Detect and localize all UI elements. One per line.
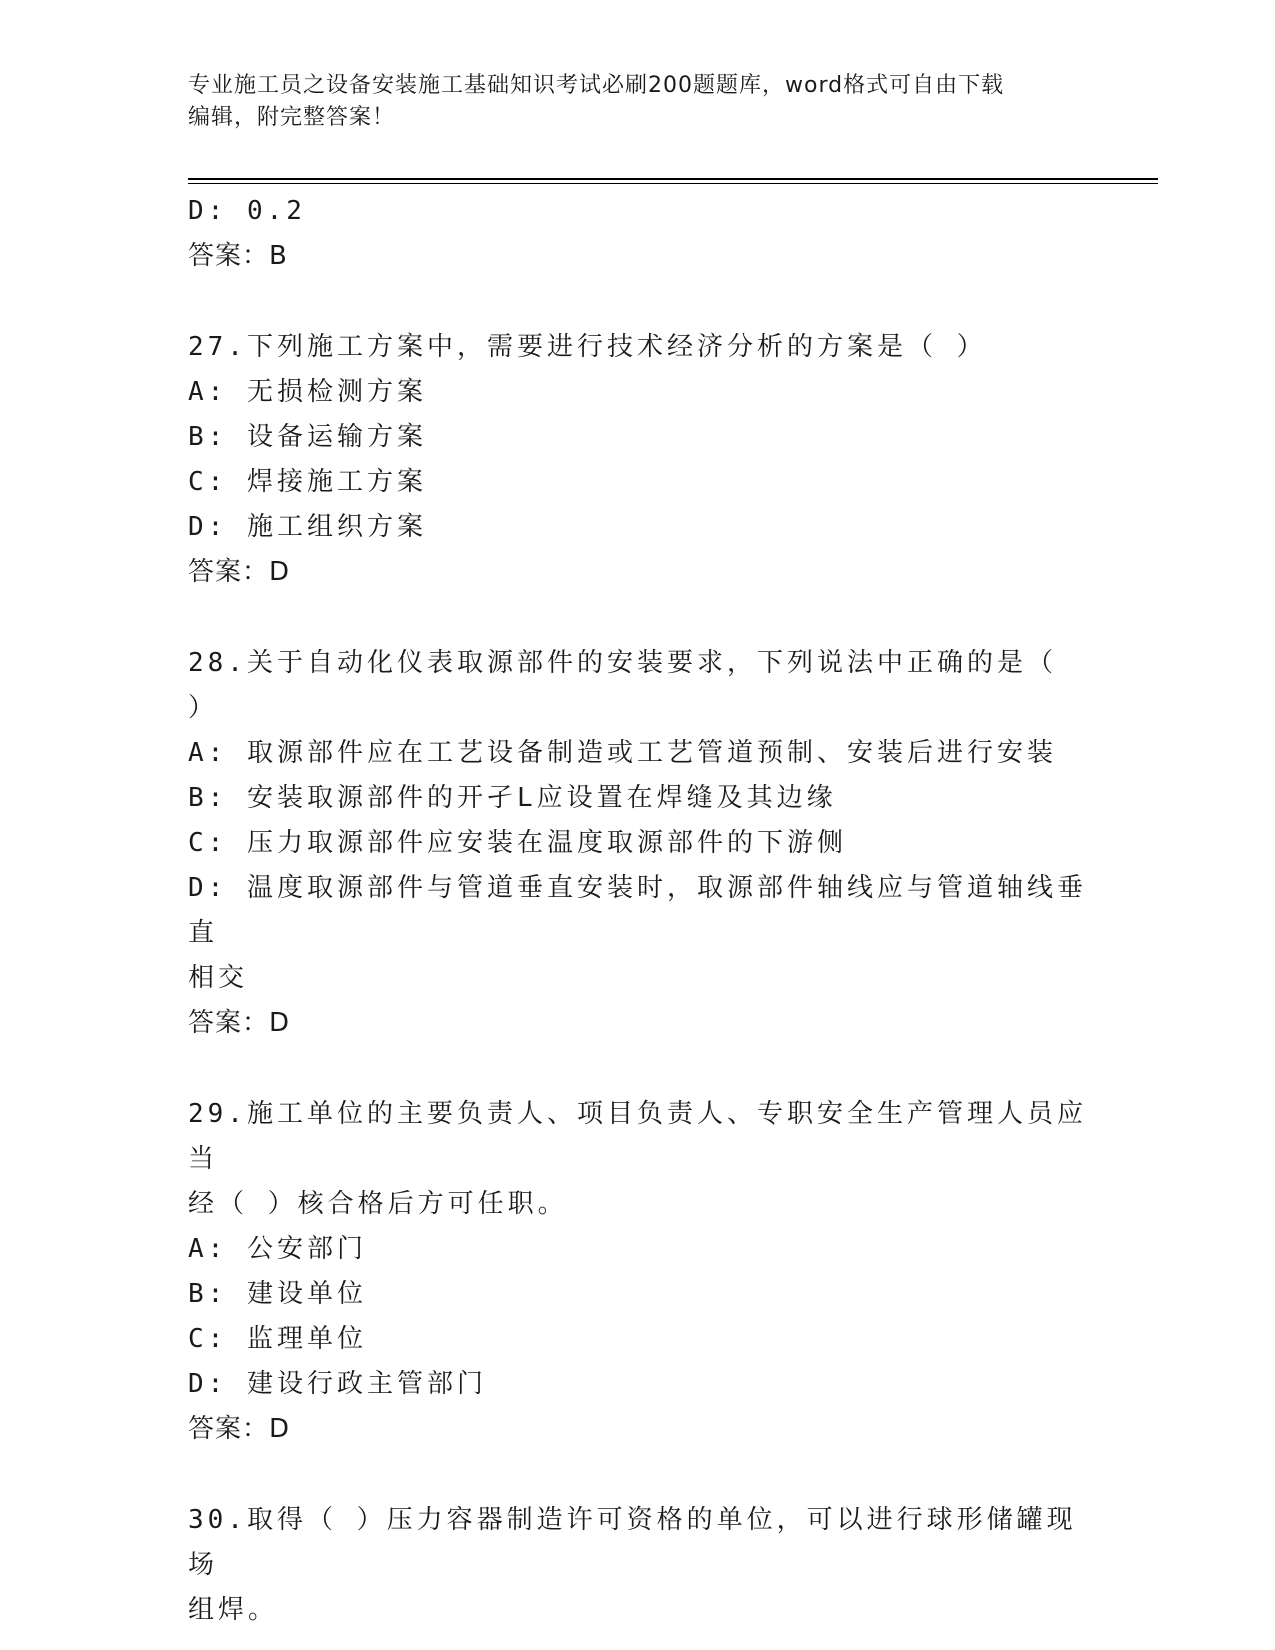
option-d: D: 温度取源部件与管道垂直安装时，取源部件轴线应与管道轴线垂直: [188, 873, 1087, 948]
option-a: A: 公安部门: [188, 1234, 367, 1264]
option-c: C: 焊接施工方案: [188, 467, 427, 497]
question-30: [188, 1498, 1088, 1633]
answer-line: 答案：D: [188, 1008, 291, 1038]
header-title-line-2: 编辑，附完整答案！: [188, 105, 396, 130]
question-29: [188, 1092, 1088, 1452]
option-d: D: 施工组织方案: [188, 512, 427, 542]
question-stem-continuation: 经（ ）核合格后方可任职。: [188, 1189, 568, 1219]
option-d-continuation: 相交: [188, 963, 249, 993]
question-content: [188, 189, 1088, 1633]
answer-line: 答案：D: [188, 1414, 291, 1444]
previous-question-tail: [188, 189, 1088, 279]
answer-line: 答案：D: [188, 557, 291, 587]
header-title-line-1: 专业施工员之设备安装施工基础知识考试必刷200题题库，word格式可自由下载: [188, 73, 1005, 98]
option-c: C: 压力取源部件应安装在温度取源部件的下游侧: [188, 828, 847, 858]
option-a: A: 无损检测方案: [188, 377, 427, 407]
option-b: B: 设备运输方案: [188, 422, 427, 452]
option-d: D: 0.2: [188, 196, 306, 226]
question-stem: 27.下列施工方案中，需要进行技术经济分析的方案是（ ）: [188, 332, 987, 362]
question-stem: 30.取得（ ）压力容器制造许可资格的单位，可以进行球形储罐现场: [188, 1505, 1077, 1580]
option-b: B: 安装取源部件的开孑L应设置在焊缝及其边缘: [188, 783, 837, 813]
header-divider-thin: [188, 183, 1158, 184]
question-stem: 29.施工单位的主要负责人、项目负责人、专职安全生产管理人员应当: [188, 1099, 1087, 1174]
option-c: C: 监理单位: [188, 1324, 367, 1354]
option-b: B: 建设单位: [188, 1279, 367, 1309]
page-header: [188, 70, 1088, 134]
question-28: [188, 641, 1088, 1046]
option-d: D: 建设行政主管部门: [188, 1369, 487, 1399]
option-a: A: 取源部件应在工艺设备制造或工艺管道预制、安装后进行安装: [188, 738, 1057, 768]
header-divider-thick: [188, 178, 1158, 180]
question-stem-continuation: 组焊。: [188, 1595, 279, 1625]
answer-line: 答案：B: [188, 241, 288, 271]
question-27: [188, 325, 1088, 595]
question-stem: 28.关于自动化仪表取源部件的安装要求，下列说法中正确的是（ ）: [188, 648, 1077, 723]
